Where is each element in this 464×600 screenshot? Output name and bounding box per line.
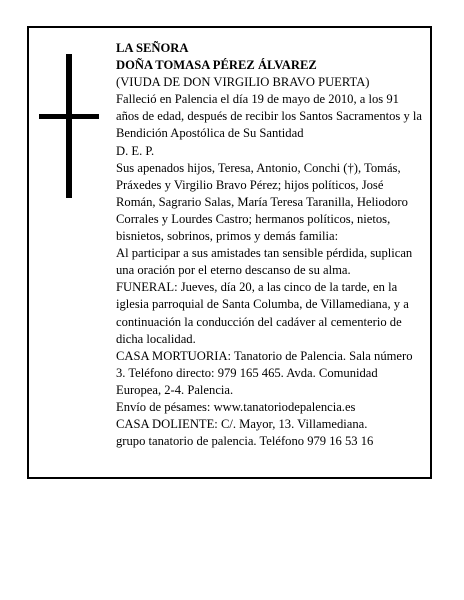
- title-line-1: LA SEÑORA: [116, 41, 189, 55]
- obituary-notice-frame: [27, 26, 432, 479]
- rip-line: D. E. P.: [116, 143, 155, 158]
- funeral-paragraph: FUNERAL: Jueves, día 20, a las cinco de la tarde, en la iglesia parroquial de Santa Columba, de Villamediana, y a continuación la conducción del cadáver al cementerio de dicha localidad.: [116, 280, 409, 346]
- obituary-text: [116, 40, 422, 450]
- cross-icon: [39, 54, 99, 198]
- house-line: CASA DOLIENTE: C/. Mayor, 13. Villamediana.: [116, 417, 368, 432]
- death-paragraph: Falleció en Palencia el día 19 de mayo de 2010, a los 91 años de edad, después de recibir los Santos Sacramentos y la Bendición Apostólica de Su Santidad: [116, 92, 423, 141]
- footer-line: grupo tanatorio de palencia. Teléfono 979 16 53 16: [116, 434, 374, 449]
- request-paragraph: Al participar a sus amistades tan sensible pérdida, suplican una oración por el eterno descanso de su alma.: [116, 246, 413, 278]
- mortuary-paragraph: CASA MORTUORIA: Tanatorio de Palencia. Sala número 3. Teléfono directo: 979 165 465. Avda. Comunidad Europea, 2-4. Palencia.: [116, 348, 413, 397]
- widow-subtitle: (VIUDA DE DON VIRGILIO BRAVO PUERTA): [116, 75, 370, 90]
- condolences-line: Envío de pésames: www.tanatoriodepalencia.es: [116, 399, 356, 414]
- family-paragraph: Sus apenados hijos, Teresa, Antonio, Conchi (†), Tomás, Práxedes y Virgilio Bravo Pérez; hijos políticos, José Román, Sagrario Salas, María Teresa Taranilla, Heliodoro Corrales y Lourdes Castro; hermanos políticos, nietos, bisnietos, sobrinos, primos y demás familia:: [116, 160, 408, 244]
- title-line-2: DOÑA TOMASA PÉREZ ÁLVAREZ: [116, 58, 317, 73]
